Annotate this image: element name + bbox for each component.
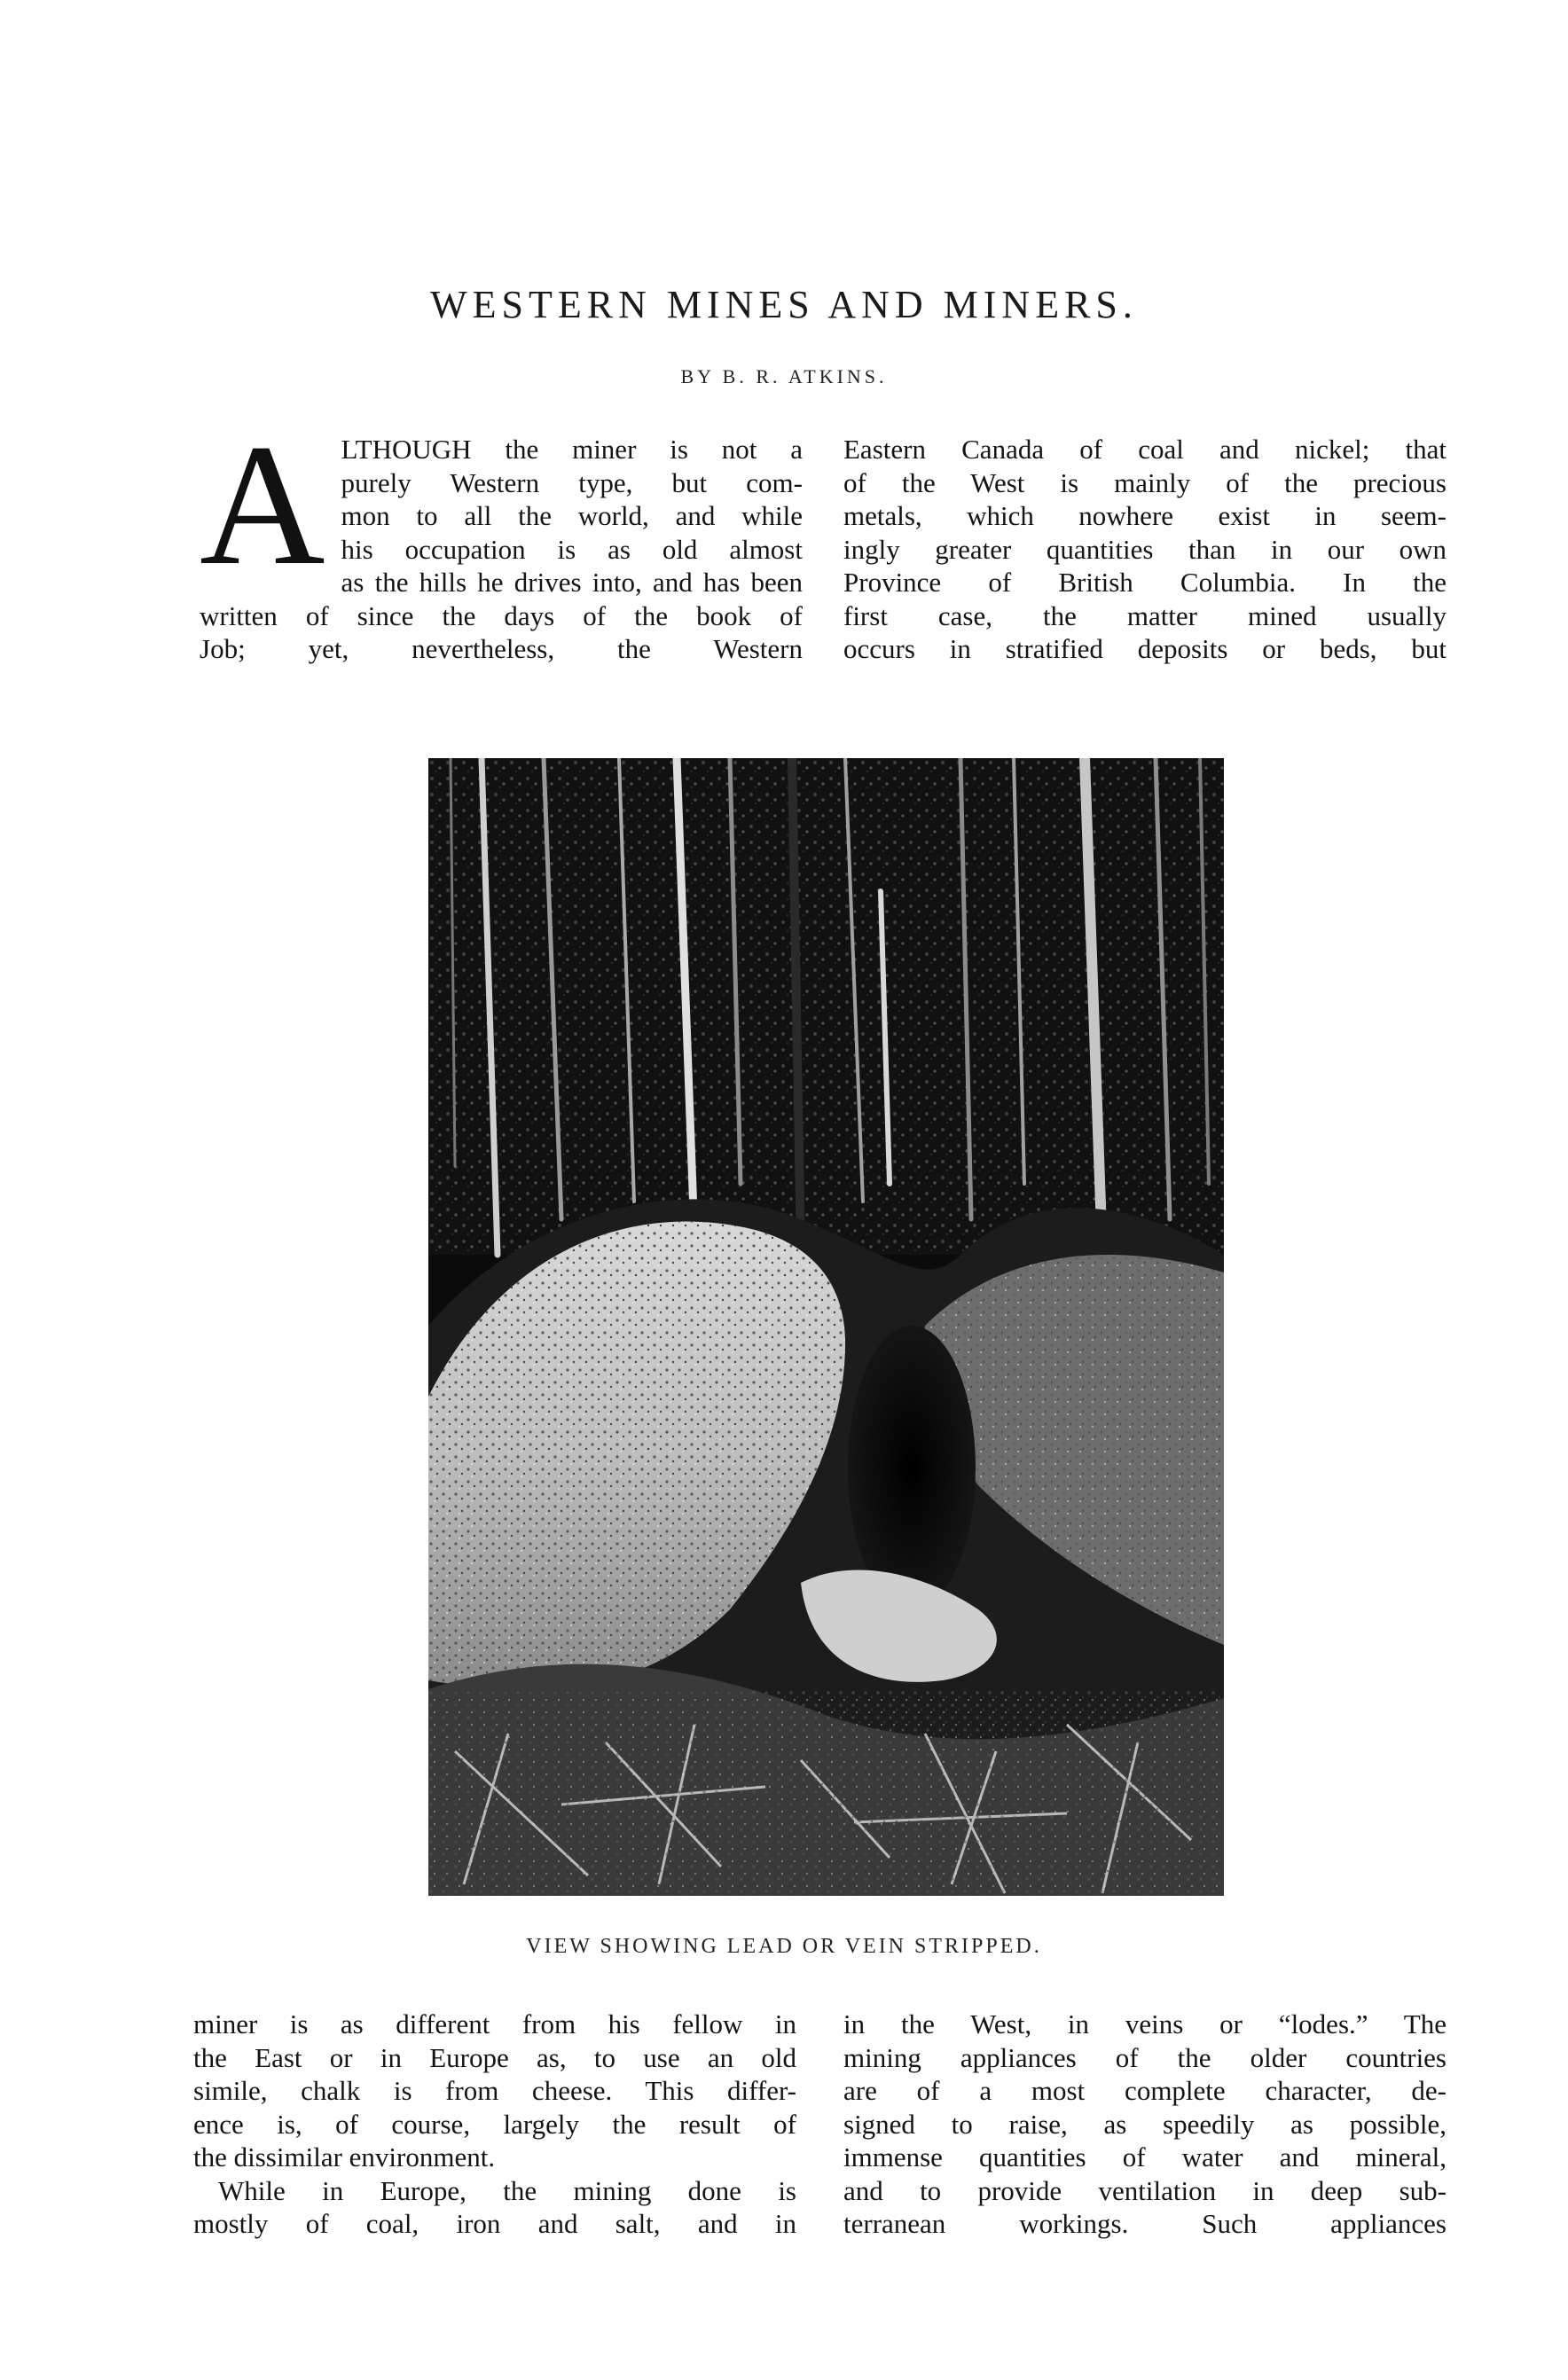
text-line: written of since the days of the book of	[200, 599, 803, 631]
text-line: ingly greater quantities than in our own	[843, 533, 1446, 565]
text-line: are of a most complete character, de-	[843, 2075, 1446, 2106]
column-top-left	[200, 409, 803, 666]
text-line: LTHOUGH the miner is not a	[341, 434, 803, 465]
figure-caption: VIEW SHOWING LEAD OR VEIN STRIPPED.	[526, 1935, 1042, 1958]
forest-mine-photograph	[428, 758, 1224, 1896]
text-line: Job; yet, nevertheless, the Western	[200, 633, 803, 664]
column-bottom-left	[193, 2008, 796, 2241]
text-line: signed to raise, as speedily as possible,	[843, 2108, 1446, 2140]
text-line: mostly of coal, iron and salt, and in	[193, 2208, 796, 2239]
text-line: ence is, of course, largely the result of	[193, 2108, 796, 2140]
text-line: his occupation is as old almost	[341, 533, 803, 565]
text-line: terranean workings. Such appliances	[843, 2208, 1446, 2239]
text-line: immense quantities of water and mineral,	[843, 2141, 1446, 2173]
text-line: While in Europe, the mining done is	[218, 2174, 796, 2206]
text-line: as the hills he drives into, and has been	[341, 567, 803, 598]
text-line: occurs in stratified deposits or beds, but	[843, 633, 1446, 664]
text-line: first case, the matter mined usually	[843, 599, 1446, 631]
photo-illustration	[428, 758, 1224, 1896]
text-line: the East or in Europe as, to use an old	[193, 2041, 796, 2073]
text-line: in the West, in veins or “lodes.” The	[843, 2008, 1446, 2039]
article-byline: BY B. R. ATKINS.	[680, 365, 888, 388]
article-title: WESTERN MINES AND MINERS.	[430, 283, 1138, 326]
text-line: purely Western type, but com-	[341, 466, 803, 498]
text-line: the dissimilar environment.	[193, 2141, 496, 2173]
text-line: simile, chalk is from cheese. This differ-	[193, 2075, 796, 2106]
text-line: Eastern Canada of coal and nickel; that	[843, 434, 1446, 465]
text-line: miner is as different from his fellow in	[193, 2008, 796, 2039]
drop-cap: A	[200, 409, 325, 601]
text-line: mon to all the world, and while	[341, 500, 803, 531]
text-line: mining appliances of the older countries	[843, 2041, 1446, 2073]
text-line: Province of British Columbia. In the	[843, 567, 1446, 598]
text-line: and to provide ventilation in deep sub-	[843, 2174, 1446, 2206]
text-line: of the West is mainly of the precious	[843, 466, 1446, 498]
column-bottom-right	[843, 2008, 1446, 2241]
text-line: metals, which nowhere exist in seem-	[843, 500, 1446, 531]
column-top-right	[843, 433, 1446, 666]
